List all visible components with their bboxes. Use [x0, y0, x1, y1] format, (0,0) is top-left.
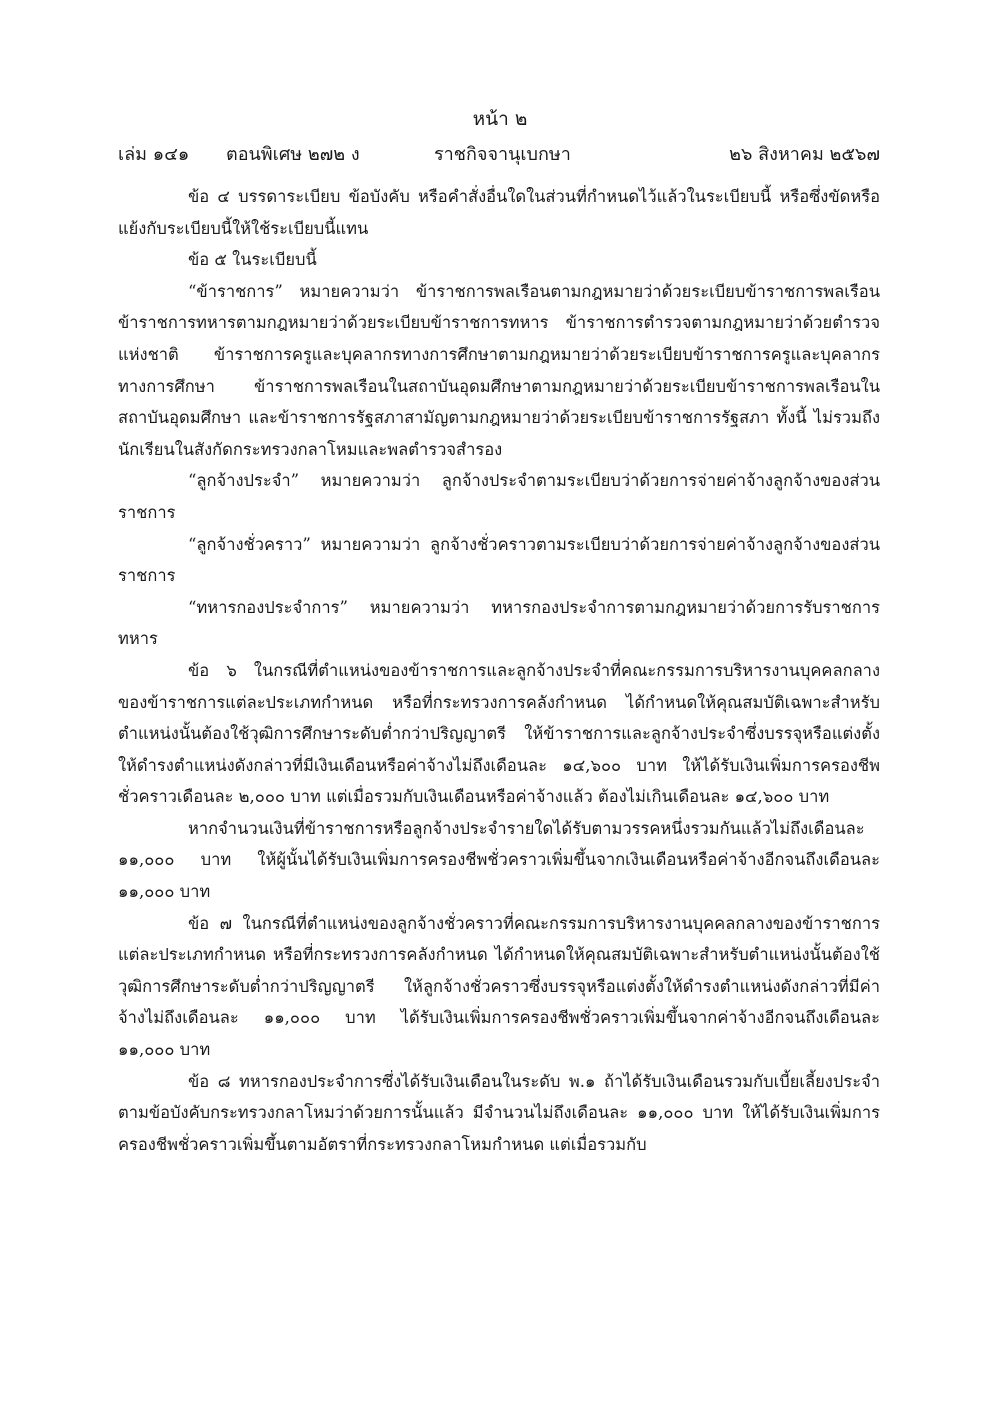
header-volume: เล่ม ๑๔๑	[118, 144, 190, 165]
header-date: ๒๖ สิงหาคม ๒๕๖๗	[729, 144, 880, 165]
page-number: หน้า ๒	[472, 108, 528, 130]
paragraph-article-5: ข้อ ๕ ในระเบียบนี้	[188, 250, 317, 270]
paragraph-article-4: ข้อ ๔ บรรดาระเบียบ ข้อบังคับ หรือคำสั่งอื่นใดในส่วนที่กำหนดไว้แล้วในระเบียบนี้ หรือซึ่งขัดหรือแย้งกับระเบียบนี้ให้ใช้ระเบียบนี้แทน	[118, 187, 880, 238]
paragraph-definition-conscript: “ทหารกองประจำการ” หมายความว่า ทหารกองประจำการตามกฎหมายว่าด้วยการรับราชการทหาร	[118, 597, 880, 649]
document-body	[118, 181, 880, 1160]
paragraph-article-6: ข้อ ๖ ในกรณีที่ตำแหน่งของข้าราชการและลูกจ้างประจำที่คณะกรรมการบริหารงานบุคคลกลางของข้าราชการแต่ละประเภทกำหนด หรือที่กระทรวงการคลังกำหนด ได้กำหนดให้คุณสมบัติเฉพาะสำหรับตำแหน่งนั้นต้องใช้วุฒิการศึกษาระดับต่ำกว่าปริญญาตรี ให้ข้าราชการและลูกจ้างประจำซึ่งบรรจุหรือแต่งตั้งให้ดำรงตำแหน่งดังกล่าวที่มีเงินเดือนหรือค่าจ้างไม่ถึงเดือนละ ๑๔,๖๐๐ บาท ให้ได้รับเงินเพิ่มการครองชีพชั่วคราวเดือนละ ๒,๐๐๐ บาท แต่เมื่อรวมกับเงินเดือนหรือค่าจ้างแล้ว ต้องไม่เกินเดือนละ ๑๔,๖๐๐ บาท	[118, 660, 880, 807]
gazette-header	[118, 139, 880, 167]
paragraph-article-7: ข้อ ๗ ในกรณีที่ตำแหน่งของลูกจ้างชั่วคราวที่คณะกรรมการบริหารงานบุคคลกลางของข้าราชการแต่ละประเภทกำหนด หรือที่กระทรวงการคลังกำหนด ได้กำหนดให้คุณสมบัติเฉพาะสำหรับตำแหน่งนั้นต้องใช้วุฒิการศึกษาระดับต่ำกว่าปริญญาตรี ให้ลูกจ้างชั่วคราวซึ่งบรรจุหรือแต่งตั้งให้ดำรงตำแหน่งดังกล่าวที่มีค่าจ้างไม่ถึงเดือนละ ๑๑,๐๐๐ บาท ได้รับเงินเพิ่มการครองชีพชั่วคราวเพิ่มขึ้นจากค่าจ้างอีกจนถึงเดือนละ ๑๑,๐๐๐ บาท	[118, 913, 880, 1060]
header-title: ราชกิจจานุเบกษา	[434, 144, 571, 165]
paragraph-definition-civil-servant: “ข้าราชการ” หมายความว่า ข้าราชการพลเรือนตามกฎหมายว่าด้วยระเบียบข้าราชการพลเรือน ข้าราชการทหารตามกฎหมายว่าด้วยระเบียบข้าราชการทหาร ข้าราชการตำรวจตามกฎหมายว่าด้วยตำรวจแห่งชาติ ข้าราชการครูและบุคลากรทางการศึกษาตามกฎหมายว่าด้วยระเบียบข้าราชการครูและบุคลากรทางการศึกษา ข้าราชการพลเรือนในสถาบันอุดมศึกษาตามกฎหมายว่าด้วยระเบียบข้าราชการพลเรือนในสถาบันอุดมศึกษา และข้าราชการรัฐสภาสามัญตามกฎหมายว่าด้วยระเบียบข้าราชการรัฐสภา ทั้งนี้ ไม่รวมถึงนักเรียนในสังกัดกระทรวงกลาโหมและพลตำรวจสำรอง	[118, 281, 880, 459]
paragraph-definition-permanent-employee: “ลูกจ้างประจำ” หมายความว่า ลูกจ้างประจำตามระเบียบว่าด้วยการจ่ายค่าจ้างลูกจ้างของส่วนราชการ	[118, 471, 880, 522]
header-issue: ตอนพิเศษ ๒๗๒ ง	[226, 144, 360, 165]
paragraph-article-8: ข้อ ๘ ทหารกองประจำการซึ่งได้รับเงินเดือนในระดับ พ.๑ ถ้าได้รับเงินเดือนรวมกับเบี้ยเลี้ยงประจำตามข้อบังคับกระทรวงกลาโหมว่าด้วยการนั้นแล้ว มีจำนวนไม่ถึงเดือนละ ๑๑,๐๐๐ บาท ให้ได้รับเงินเพิ่มการครองชีพชั่วคราวเพิ่มขึ้นตามอัตราที่กระทรวงกลาโหมกำหนด แต่เมื่อรวมกับ	[118, 1071, 880, 1154]
paragraph-article-6-clause-2: หากจำนวนเงินที่ข้าราชการหรือลูกจ้างประจำรายใดได้รับตามวรรคหนึ่งรวมกันแล้วไม่ถึงเดือนละ ๑๑,๐๐๐ บาท ให้ผู้นั้นได้รับเงินเพิ่มการครองชีพชั่วคราวเพิ่มขึ้นจากเงินเดือนหรือค่าจ้างอีกจนถึงเดือนละ ๑๑,๐๐๐ บาท	[118, 818, 880, 902]
paragraph-definition-temporary-employee: “ลูกจ้างชั่วคราว” หมายความว่า ลูกจ้างชั่วคราวตามระเบียบว่าด้วยการจ่ายค่าจ้างลูกจ้างของส่วนราชการ	[118, 534, 880, 586]
